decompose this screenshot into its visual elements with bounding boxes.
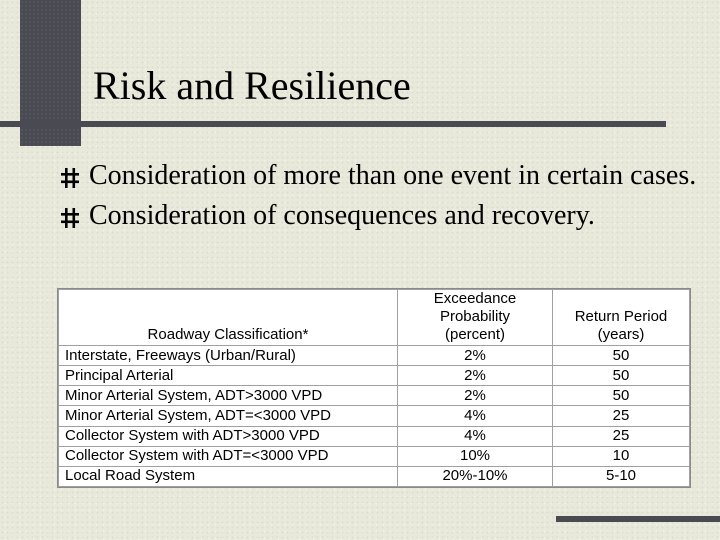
cell-exceedance: 20%-10% bbox=[398, 466, 553, 486]
bullet-item bbox=[60, 158, 700, 194]
cell-return-period: 50 bbox=[553, 386, 690, 406]
cell-return-period: 10 bbox=[553, 446, 690, 466]
return-period-table bbox=[57, 288, 691, 488]
table-row bbox=[59, 406, 690, 426]
cell-return-period: 25 bbox=[553, 426, 690, 446]
double-cross-bullet-icon bbox=[60, 167, 80, 189]
cell-return-period: 50 bbox=[553, 346, 690, 366]
table-row bbox=[59, 426, 690, 446]
table-header-row bbox=[59, 290, 690, 346]
header-classification: Roadway Classification* bbox=[59, 290, 398, 346]
cell-exceedance: 4% bbox=[398, 426, 553, 446]
footer-rule bbox=[556, 516, 720, 522]
table-row bbox=[59, 386, 690, 406]
slide-title: Risk and Resilience bbox=[93, 63, 411, 108]
double-cross-bullet-icon bbox=[60, 207, 80, 229]
cell-return-period: 25 bbox=[553, 406, 690, 426]
header-exceedance: Exceedance Probability (percent) bbox=[398, 290, 553, 346]
bullet-item bbox=[60, 198, 700, 234]
header-return-period: Return Period (years) bbox=[553, 290, 690, 346]
cell-classification: Collector System with ADT=<3000 VPD bbox=[59, 446, 398, 466]
cell-return-period: 50 bbox=[553, 366, 690, 386]
table-row bbox=[59, 366, 690, 386]
table-row bbox=[59, 466, 690, 486]
cell-classification: Principal Arterial bbox=[59, 366, 398, 386]
cell-classification: Collector System with ADT>3000 VPD bbox=[59, 426, 398, 446]
cell-classification: Local Road System bbox=[59, 466, 398, 486]
bullet-text: Consideration of consequences and recovery. bbox=[89, 200, 595, 231]
cell-classification: Interstate, Freeways (Urban/Rural) bbox=[59, 346, 398, 366]
table-row bbox=[59, 346, 690, 366]
cell-exceedance: 4% bbox=[398, 406, 553, 426]
cell-classification: Minor Arterial System, ADT>3000 VPD bbox=[59, 386, 398, 406]
title-rule bbox=[0, 121, 666, 127]
cell-exceedance: 10% bbox=[398, 446, 553, 466]
bullet-list bbox=[60, 158, 700, 238]
table-row bbox=[59, 446, 690, 466]
bullet-text: Consideration of more than one event in certain cases. bbox=[89, 160, 697, 191]
cell-exceedance: 2% bbox=[398, 366, 553, 386]
cell-return-period: 5-10 bbox=[553, 466, 690, 486]
cell-exceedance: 2% bbox=[398, 346, 553, 366]
data-table bbox=[58, 289, 690, 487]
cell-classification: Minor Arterial System, ADT=<3000 VPD bbox=[59, 406, 398, 426]
cell-exceedance: 2% bbox=[398, 386, 553, 406]
